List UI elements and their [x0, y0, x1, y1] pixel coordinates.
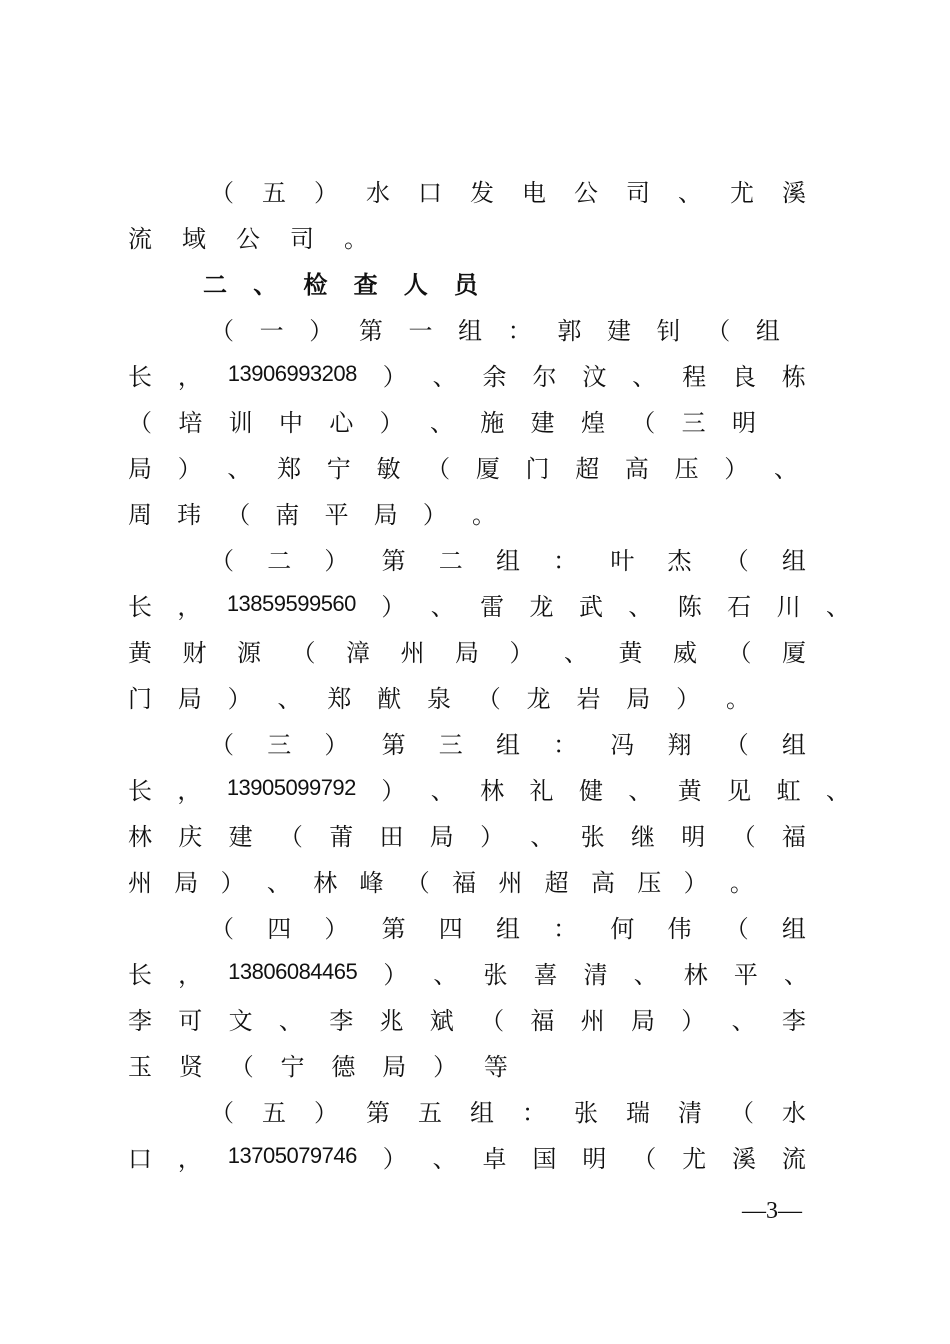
text-char: 水 [366, 178, 390, 207]
text-char: ） [324, 730, 349, 759]
section-heading [203, 262, 478, 302]
text-char: 局 [373, 500, 398, 529]
text-char: ） [177, 454, 202, 483]
text-char: 压 [674, 454, 699, 483]
text-char: 、 [825, 592, 850, 621]
text-char: 施 [480, 408, 505, 437]
text-char: 黄 [128, 638, 152, 667]
text-char: 猷 [377, 684, 402, 713]
text-char: ） [309, 316, 334, 345]
text-char: 、 [253, 269, 278, 299]
text-char: （ [229, 1052, 254, 1081]
text-char: 高 [590, 868, 615, 897]
text-char: （ [727, 638, 752, 667]
text-char: 局 [128, 454, 152, 483]
text-char: ） [433, 1052, 458, 1081]
text-char: 等 [483, 1052, 508, 1081]
text-char: 局 [177, 684, 202, 713]
text-char: 溪 [782, 178, 806, 207]
text-char: 、 [277, 684, 302, 713]
text-char: （ [210, 546, 234, 575]
text-char: 玉 [128, 1052, 152, 1081]
text-char: ） [681, 1006, 706, 1035]
text-char: 张 [574, 1098, 598, 1127]
text-char: 司 [290, 224, 314, 253]
text-char: 冯 [610, 730, 635, 759]
text-char: （ [128, 408, 152, 437]
text-char: 林 [128, 822, 152, 851]
text-char: 、 [628, 592, 653, 621]
text-char: 源 [237, 638, 261, 667]
text-char: 威 [673, 638, 697, 667]
text-char: 李 [329, 1006, 354, 1035]
text-line [210, 308, 780, 348]
text-char: 见 [727, 776, 752, 805]
text-char: 人 [403, 269, 428, 299]
text-char: 二 [203, 269, 227, 299]
text-char: 玮 [177, 500, 202, 529]
text-char: 第 [381, 914, 406, 943]
text-char: 四 [267, 914, 292, 943]
text-char: 门 [128, 684, 152, 713]
text-char: 尔 [532, 362, 557, 391]
text-char: 平 [324, 500, 349, 529]
text-char: 流 [781, 1144, 806, 1173]
text-char: 局 [630, 1006, 655, 1035]
text-char: 厦 [782, 638, 806, 667]
text-line [128, 676, 750, 716]
text-char: 汶 [582, 362, 607, 391]
text-char: 、 [825, 776, 850, 805]
text-char: 局 [174, 868, 199, 897]
text-char: 杰 [667, 546, 692, 575]
text-char: 员 [453, 269, 478, 299]
text-char: 电 [522, 178, 546, 207]
text-char: （ [226, 500, 251, 529]
text-char: 福 [781, 822, 806, 851]
text-char: 第 [358, 316, 383, 345]
text-char: 、 [278, 1006, 303, 1035]
text-char: 培 [178, 408, 203, 437]
text-char: 虹 [776, 776, 801, 805]
text-char: 局 [382, 1052, 407, 1081]
text-char: 训 [228, 408, 253, 437]
text-char: 林 [480, 776, 505, 805]
text-char: 峰 [359, 868, 384, 897]
text-char: 、 [433, 960, 458, 989]
text-char: 、 [530, 822, 555, 851]
text-char: 州 [580, 1006, 605, 1035]
text-char: 三 [438, 730, 463, 759]
text-char: ： [507, 316, 532, 345]
text-char: 石 [727, 592, 752, 621]
text-char: 域 [182, 224, 206, 253]
text-char: （ [405, 868, 430, 897]
text-char: 压 [637, 868, 662, 897]
text-char: 长 [128, 592, 152, 621]
text-char: 何 [610, 914, 635, 943]
text-char: ） [382, 1144, 407, 1173]
text-char: 张 [483, 960, 508, 989]
text-char: 庆 [178, 822, 203, 851]
text-char: （ [278, 822, 303, 851]
text-char: 明 [681, 822, 706, 851]
text-char: 健 [578, 776, 603, 805]
text-line [210, 1090, 806, 1130]
text-char: 张 [580, 822, 605, 851]
text-char: 李 [128, 1006, 152, 1035]
text-line [210, 906, 806, 946]
text-char: （ [291, 638, 316, 667]
text-char: 龙 [529, 592, 554, 621]
text-char: （ [631, 408, 656, 437]
text-char: ） [382, 362, 407, 391]
text-char: 、 [266, 868, 291, 897]
text-char: 公 [574, 178, 598, 207]
text-char: ） [509, 638, 534, 667]
text-char: 一 [408, 316, 433, 345]
text-char: （ [210, 730, 234, 759]
phone-number: 13806084465 [228, 959, 358, 984]
text-char: 余 [482, 362, 507, 391]
text-char: ） [324, 914, 349, 943]
text-char: 、 [430, 592, 455, 621]
text-char: （ [476, 684, 501, 713]
text-char: 斌 [429, 1006, 454, 1035]
text-char: 局 [626, 684, 651, 713]
text-char: 伟 [667, 914, 692, 943]
text-char: 武 [578, 592, 603, 621]
text-char: 明 [582, 1144, 607, 1173]
text-char: 翔 [667, 730, 692, 759]
text-char: 三 [267, 730, 292, 759]
text-char: 雷 [480, 592, 505, 621]
text-line [128, 814, 806, 854]
text-line [128, 354, 806, 394]
text-char: 组 [781, 546, 806, 575]
text-char: 公 [236, 224, 260, 253]
text-char: 组 [495, 914, 520, 943]
text-char: 郭 [557, 316, 582, 345]
text-line [128, 216, 368, 256]
text-char: 组 [495, 546, 520, 575]
text-char: （ [724, 914, 749, 943]
text-char: 中 [278, 408, 303, 437]
phone-number: 13705079746 [227, 1143, 357, 1168]
text-char: 。 [344, 224, 368, 253]
text-char: 宁 [280, 1052, 305, 1081]
text-char: 州 [400, 638, 425, 667]
text-char: 水 [782, 1098, 806, 1127]
text-char: 五 [262, 178, 286, 207]
text-char: ： [522, 1098, 546, 1127]
text-char: 。 [725, 684, 750, 713]
text-char: 组 [755, 316, 780, 345]
text-char: ） [379, 408, 404, 437]
text-char: 查 [353, 269, 378, 299]
text-char: 第 [366, 1098, 390, 1127]
text-char: 流 [128, 224, 152, 253]
text-char: 田 [379, 822, 404, 851]
text-char: 建 [607, 316, 631, 345]
text-char: 陈 [677, 592, 702, 621]
text-char: ， [177, 362, 202, 391]
text-line [128, 400, 756, 440]
text-char: 三 [681, 408, 706, 437]
text-char: 局 [455, 638, 479, 667]
text-char: ） [381, 776, 406, 805]
text-char: 超 [544, 868, 569, 897]
text-char: 敏 [376, 454, 401, 483]
text-char: 、 [678, 178, 702, 207]
text-char: 心 [329, 408, 354, 437]
text-char: 漳 [346, 638, 370, 667]
text-char: 喜 [533, 960, 558, 989]
text-char: 长 [128, 362, 152, 391]
text-char: 第 [381, 546, 406, 575]
text-line [210, 722, 806, 762]
text-char: 、 [773, 454, 798, 483]
text-char: 发 [470, 178, 494, 207]
text-char: 长 [128, 776, 152, 805]
text-char: 财 [182, 638, 207, 667]
text-char: 建 [530, 408, 555, 437]
text-char: 、 [731, 1006, 756, 1035]
text-line [128, 952, 808, 992]
text-char: 厦 [475, 454, 500, 483]
text-line [128, 492, 496, 532]
text-char: 检 [303, 269, 328, 299]
text-char: 龙 [526, 684, 551, 713]
text-char: 卓 [482, 1144, 507, 1173]
text-char: 继 [630, 822, 655, 851]
text-char: 、 [432, 362, 457, 391]
text-char: 门 [525, 454, 550, 483]
text-char: （ [210, 178, 234, 207]
text-char: （ [480, 1006, 505, 1035]
text-char: 福 [530, 1006, 555, 1035]
text-char: （ [706, 316, 731, 345]
text-char: ： [553, 914, 578, 943]
text-char: 李 [781, 1006, 806, 1035]
text-char: 可 [178, 1006, 203, 1035]
text-char: 叶 [610, 546, 635, 575]
text-char: 清 [678, 1098, 702, 1127]
text-char: 五 [262, 1098, 286, 1127]
text-char: 、 [432, 1144, 457, 1173]
text-char: 长 [128, 960, 152, 989]
text-char: 兆 [379, 1006, 404, 1035]
text-char: ） [314, 178, 338, 207]
text-char: ， [177, 1144, 202, 1173]
text-char: 、 [632, 362, 657, 391]
text-char: 口 [128, 1144, 152, 1173]
text-char: （ [724, 546, 749, 575]
text-char: 文 [228, 1006, 253, 1035]
text-char: 、 [628, 776, 653, 805]
text-char: 建 [228, 822, 253, 851]
text-line [128, 630, 806, 670]
text-char: 德 [331, 1052, 356, 1081]
text-char: 南 [275, 500, 300, 529]
text-char: ： [553, 730, 578, 759]
text-char: （ [731, 822, 756, 851]
text-line [128, 446, 798, 486]
text-char: 黄 [677, 776, 702, 805]
text-char: （ [210, 1098, 234, 1127]
text-char: 煌 [580, 408, 605, 437]
text-char: 清 [583, 960, 608, 989]
text-line [128, 584, 850, 624]
text-char: 一 [259, 316, 284, 345]
text-char: 钊 [656, 316, 681, 345]
text-char: 高 [624, 454, 649, 483]
text-char: 郑 [327, 684, 352, 713]
text-char: 泉 [426, 684, 451, 713]
text-char: 岩 [576, 684, 601, 713]
text-char: 、 [227, 454, 252, 483]
text-line [128, 768, 850, 808]
text-char: （ [632, 1144, 657, 1173]
text-char: （ [210, 316, 234, 345]
text-char: ， [177, 592, 202, 621]
text-char: ） [724, 454, 749, 483]
text-char: 周 [128, 500, 152, 529]
text-char: （ [724, 730, 749, 759]
text-char: ， [178, 960, 203, 989]
text-char: 、 [783, 960, 808, 989]
text-char: 州 [128, 868, 152, 897]
text-char: 组 [458, 316, 483, 345]
text-char: 郑 [277, 454, 302, 483]
text-char: ， [177, 776, 202, 805]
text-char: 贤 [178, 1052, 203, 1081]
phone-number: 13859599560 [226, 591, 356, 616]
text-char: 尤 [730, 178, 754, 207]
text-char: 组 [495, 730, 520, 759]
text-char: ） [676, 684, 701, 713]
text-char: ） [381, 592, 406, 621]
text-char: （ [730, 1098, 754, 1127]
text-char: ） [324, 546, 349, 575]
text-char: 、 [633, 960, 658, 989]
text-char: ） [480, 822, 505, 851]
text-char: 四 [438, 914, 463, 943]
text-char: 瑞 [626, 1098, 650, 1127]
text-line [210, 170, 806, 210]
page-number: —3— [742, 1198, 802, 1224]
text-char: 组 [781, 730, 806, 759]
text-char: 二 [438, 546, 463, 575]
text-char: 溪 [732, 1144, 756, 1173]
text-char: 。 [729, 868, 754, 897]
text-char: 栋 [781, 362, 806, 391]
text-char: ） [422, 500, 447, 529]
text-line [128, 860, 754, 900]
text-char: 宁 [326, 454, 351, 483]
text-char: 川 [776, 592, 801, 621]
text-char: 林 [313, 868, 338, 897]
text-char: 局 [429, 822, 454, 851]
text-char: 莆 [329, 822, 354, 851]
text-char: 林 [683, 960, 708, 989]
text-char: 黄 [618, 638, 643, 667]
text-char: 、 [564, 638, 588, 667]
text-char: 平 [733, 960, 758, 989]
text-char: ： [553, 546, 578, 575]
text-char: 程 [682, 362, 707, 391]
text-char: 五 [418, 1098, 442, 1127]
text-line [128, 1136, 806, 1176]
text-line [128, 1044, 508, 1084]
text-char: 尤 [682, 1144, 707, 1173]
text-char: ） [383, 960, 408, 989]
text-char: ） [227, 684, 252, 713]
text-char: ） [220, 868, 245, 897]
text-char: 超 [575, 454, 600, 483]
text-char: 州 [498, 868, 523, 897]
text-char: 二 [267, 546, 292, 575]
text-char: ） [683, 868, 708, 897]
text-char: 组 [470, 1098, 494, 1127]
text-char: 组 [781, 914, 806, 943]
text-char: 良 [732, 362, 756, 391]
text-char: 、 [429, 408, 454, 437]
phone-number: 13906993208 [227, 361, 357, 386]
text-char: 第 [381, 730, 406, 759]
text-char: 司 [626, 178, 650, 207]
text-line [128, 998, 806, 1038]
text-char: 口 [418, 178, 442, 207]
text-char: 。 [471, 500, 496, 529]
text-char: 明 [731, 408, 756, 437]
text-char: 福 [452, 868, 477, 897]
phone-number: 13905099792 [226, 775, 356, 800]
text-char: 国 [532, 1144, 557, 1173]
text-char: ） [314, 1098, 338, 1127]
text-char: （ [210, 914, 234, 943]
text-line [210, 538, 806, 578]
text-char: 、 [430, 776, 455, 805]
text-char: （ [426, 454, 451, 483]
text-char: 礼 [529, 776, 554, 805]
